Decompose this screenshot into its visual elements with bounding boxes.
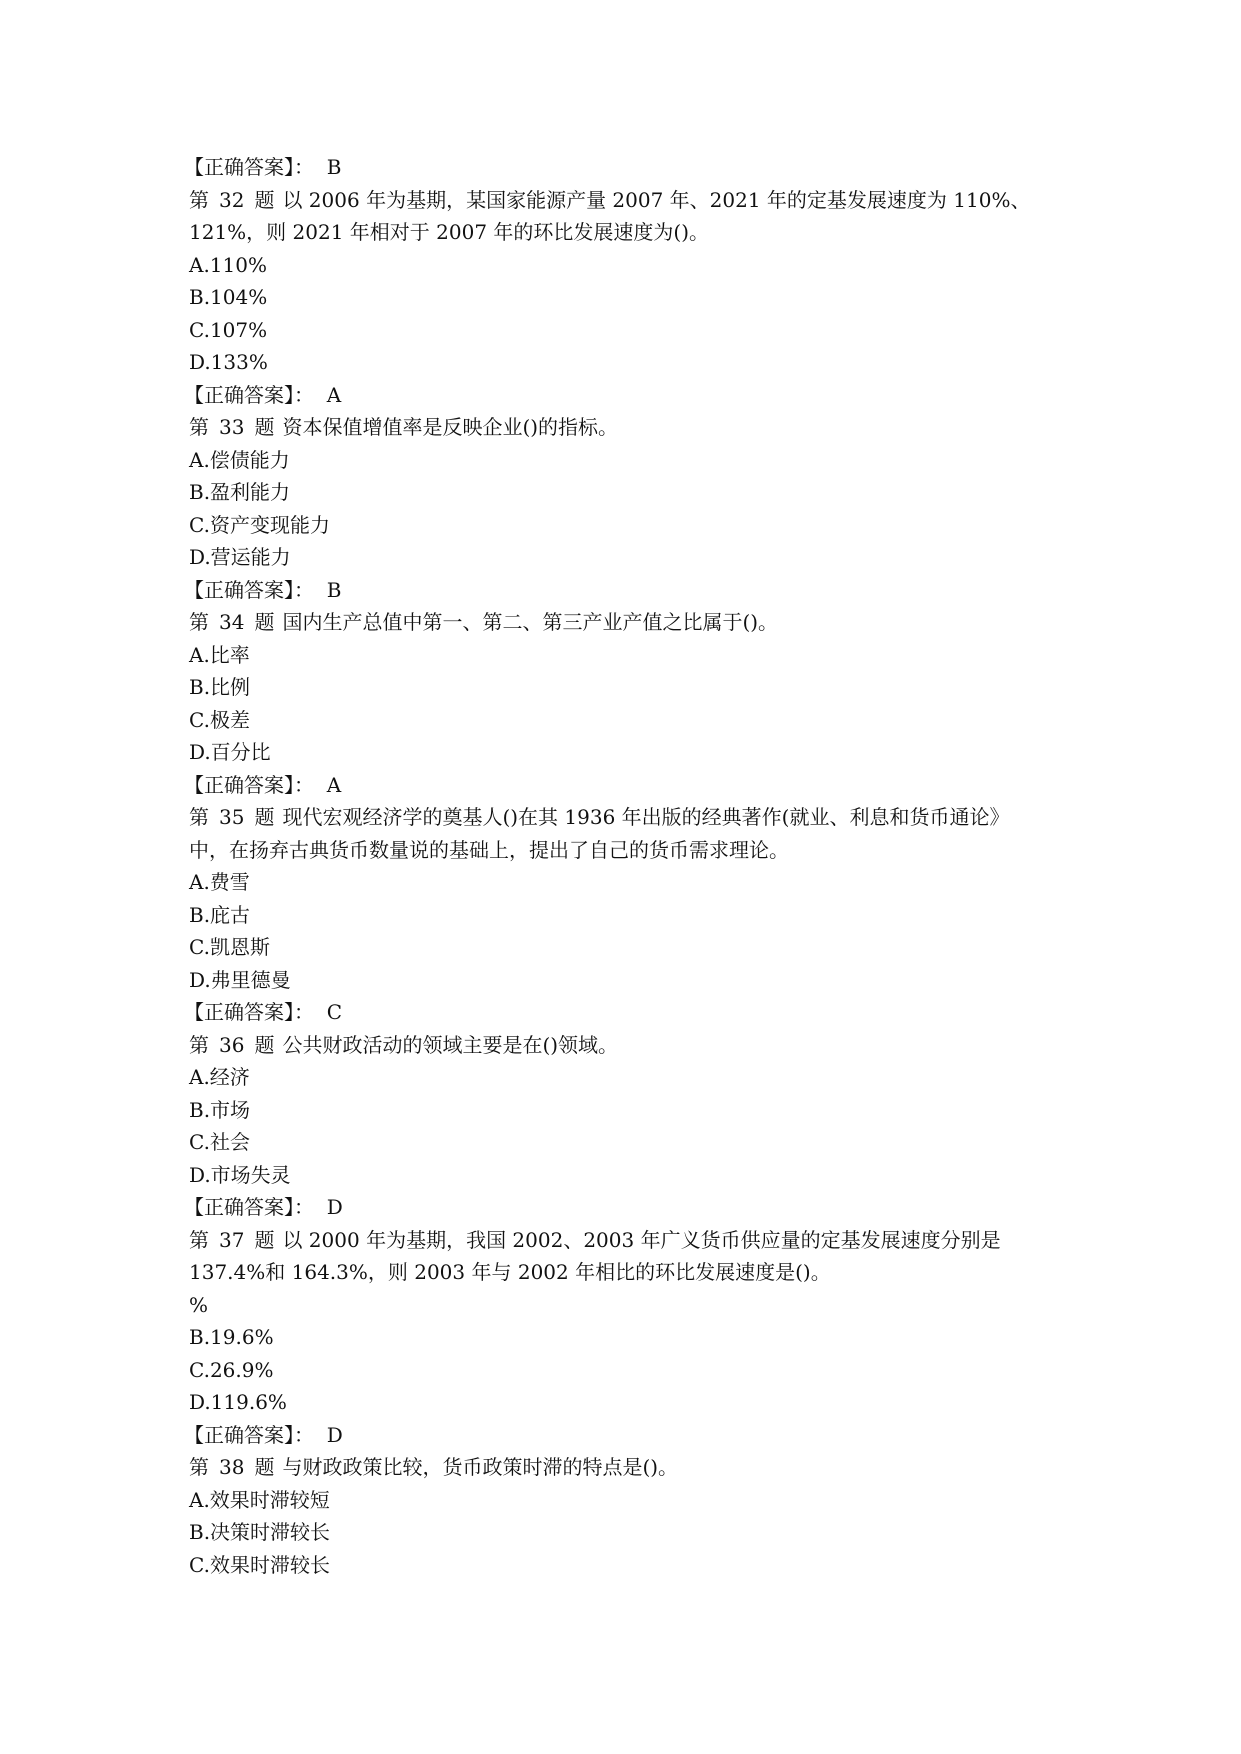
answer-label: 【正确答案】： (184, 155, 314, 179)
answer-value: D (326, 1422, 343, 1447)
option-c: C.社会 (189, 1130, 250, 1154)
question-text: 国内生产总值中第一、第二、第三产业产值之比属于()。 (282, 610, 779, 634)
question-number: 第 34 题 (189, 610, 275, 634)
question-32-line-1 (189, 184, 1069, 217)
exam-document (184, 151, 1069, 1581)
question-number: 第 35 题 (189, 805, 275, 829)
answer-value: B (326, 577, 342, 602)
question-37-line-1 (189, 1224, 1069, 1257)
answer-label: 【正确答案】： (184, 772, 314, 797)
answer-label: 【正确答案】： (184, 382, 314, 407)
option-a: A.经济 (189, 1065, 250, 1089)
question-34-line-1 (189, 606, 1069, 639)
option-a: A.110% (189, 252, 267, 277)
question-number: 第 32 题 (189, 187, 275, 212)
option-d: D.119.6% (189, 1390, 287, 1414)
option-a: % (189, 1292, 209, 1317)
question-number: 第 38 题 (189, 1455, 275, 1479)
answer-label: 【正确答案】： (184, 1195, 314, 1219)
answer-label: 【正确答案】： (184, 1000, 314, 1024)
question-36-line-1 (189, 1029, 1069, 1062)
option-d: D.弗里德曼 (189, 967, 291, 992)
answer-value: D (326, 1195, 343, 1219)
option-a: A.效果时滞较短 (189, 1487, 330, 1512)
option-c: C.107% (189, 317, 268, 342)
option-c: C.26.9% (189, 1357, 274, 1382)
question-35-line-2: 中，在扬弃古典货币数量说的基础上，提出了自己的货币需求理论。 (189, 837, 789, 862)
question-38-line-1 (189, 1451, 1069, 1484)
option-c: C.极差 (189, 707, 250, 732)
answer-line-37 (184, 1419, 1069, 1452)
answer-line-33 (184, 574, 1069, 607)
option-a: A.偿债能力 (189, 447, 290, 472)
question-33-line-1 (189, 411, 1069, 444)
question-text: 现代宏观经济学的奠基人()在其 1936 年出版的经典著作(就业、利息和货币通论》 (282, 805, 1010, 829)
question-text: 以 2000 年为基期，我国 2002、2003 年广义货币供应量的定基发展速度分别是 (282, 1227, 1001, 1252)
question-35-line-1 (189, 801, 1069, 834)
answer-line-35 (184, 996, 1069, 1029)
option-b: B.决策时滞较长 (189, 1520, 331, 1544)
option-c: C.凯恩斯 (189, 935, 270, 959)
option-a: A.费雪 (189, 870, 250, 894)
question-number: 第 37 题 (189, 1227, 275, 1252)
option-d: D.营运能力 (189, 545, 291, 569)
option-c: C.资产变现能力 (189, 512, 330, 537)
answer-value: B (326, 155, 342, 179)
answer-label: 【正确答案】： (184, 577, 314, 602)
option-b: B.19.6% (189, 1325, 274, 1349)
answer-value: A (326, 772, 342, 797)
option-d: D.133% (189, 350, 268, 374)
option-c: C.效果时滞较长 (189, 1552, 330, 1577)
answer-value: A (326, 382, 342, 407)
option-b: B.104% (189, 285, 268, 309)
question-text: 公共财政活动的领域主要是在()领域。 (282, 1032, 619, 1057)
question-32-line-2: 121%，则 2021 年相对于 2007 年的环比发展速度为()。 (189, 220, 710, 244)
answer-label: 【正确答案】： (184, 1422, 314, 1447)
option-b: B.庇古 (189, 902, 251, 927)
answer-value: C (326, 1000, 343, 1024)
option-d: D.百分比 (189, 740, 271, 764)
option-b: B.市场 (189, 1097, 251, 1122)
question-text: 以 2006 年为基期，某国家能源产量 2007 年、2021 年的定基发展速度为 110%、 (282, 187, 1031, 212)
answer-line-36 (184, 1191, 1069, 1224)
question-37-line-2: 137.4%和 164.3%，则 2003 年与 2002 年相比的环比发展速度是()。 (189, 1260, 831, 1284)
option-a: A.比率 (189, 642, 250, 667)
question-number: 第 36 题 (189, 1032, 275, 1057)
answer-line-31 (184, 151, 1069, 184)
answer-line-32 (184, 379, 1069, 412)
option-b: B.盈利能力 (189, 480, 291, 504)
question-text: 资本保值增值率是反映企业()的指标。 (282, 415, 619, 439)
option-d: D.市场失灵 (189, 1162, 291, 1187)
option-b: B.比例 (189, 675, 251, 699)
question-number: 第 33 题 (189, 415, 275, 439)
answer-line-34 (184, 769, 1069, 802)
question-text: 与财政政策比较，货币政策时滞的特点是()。 (282, 1455, 679, 1479)
